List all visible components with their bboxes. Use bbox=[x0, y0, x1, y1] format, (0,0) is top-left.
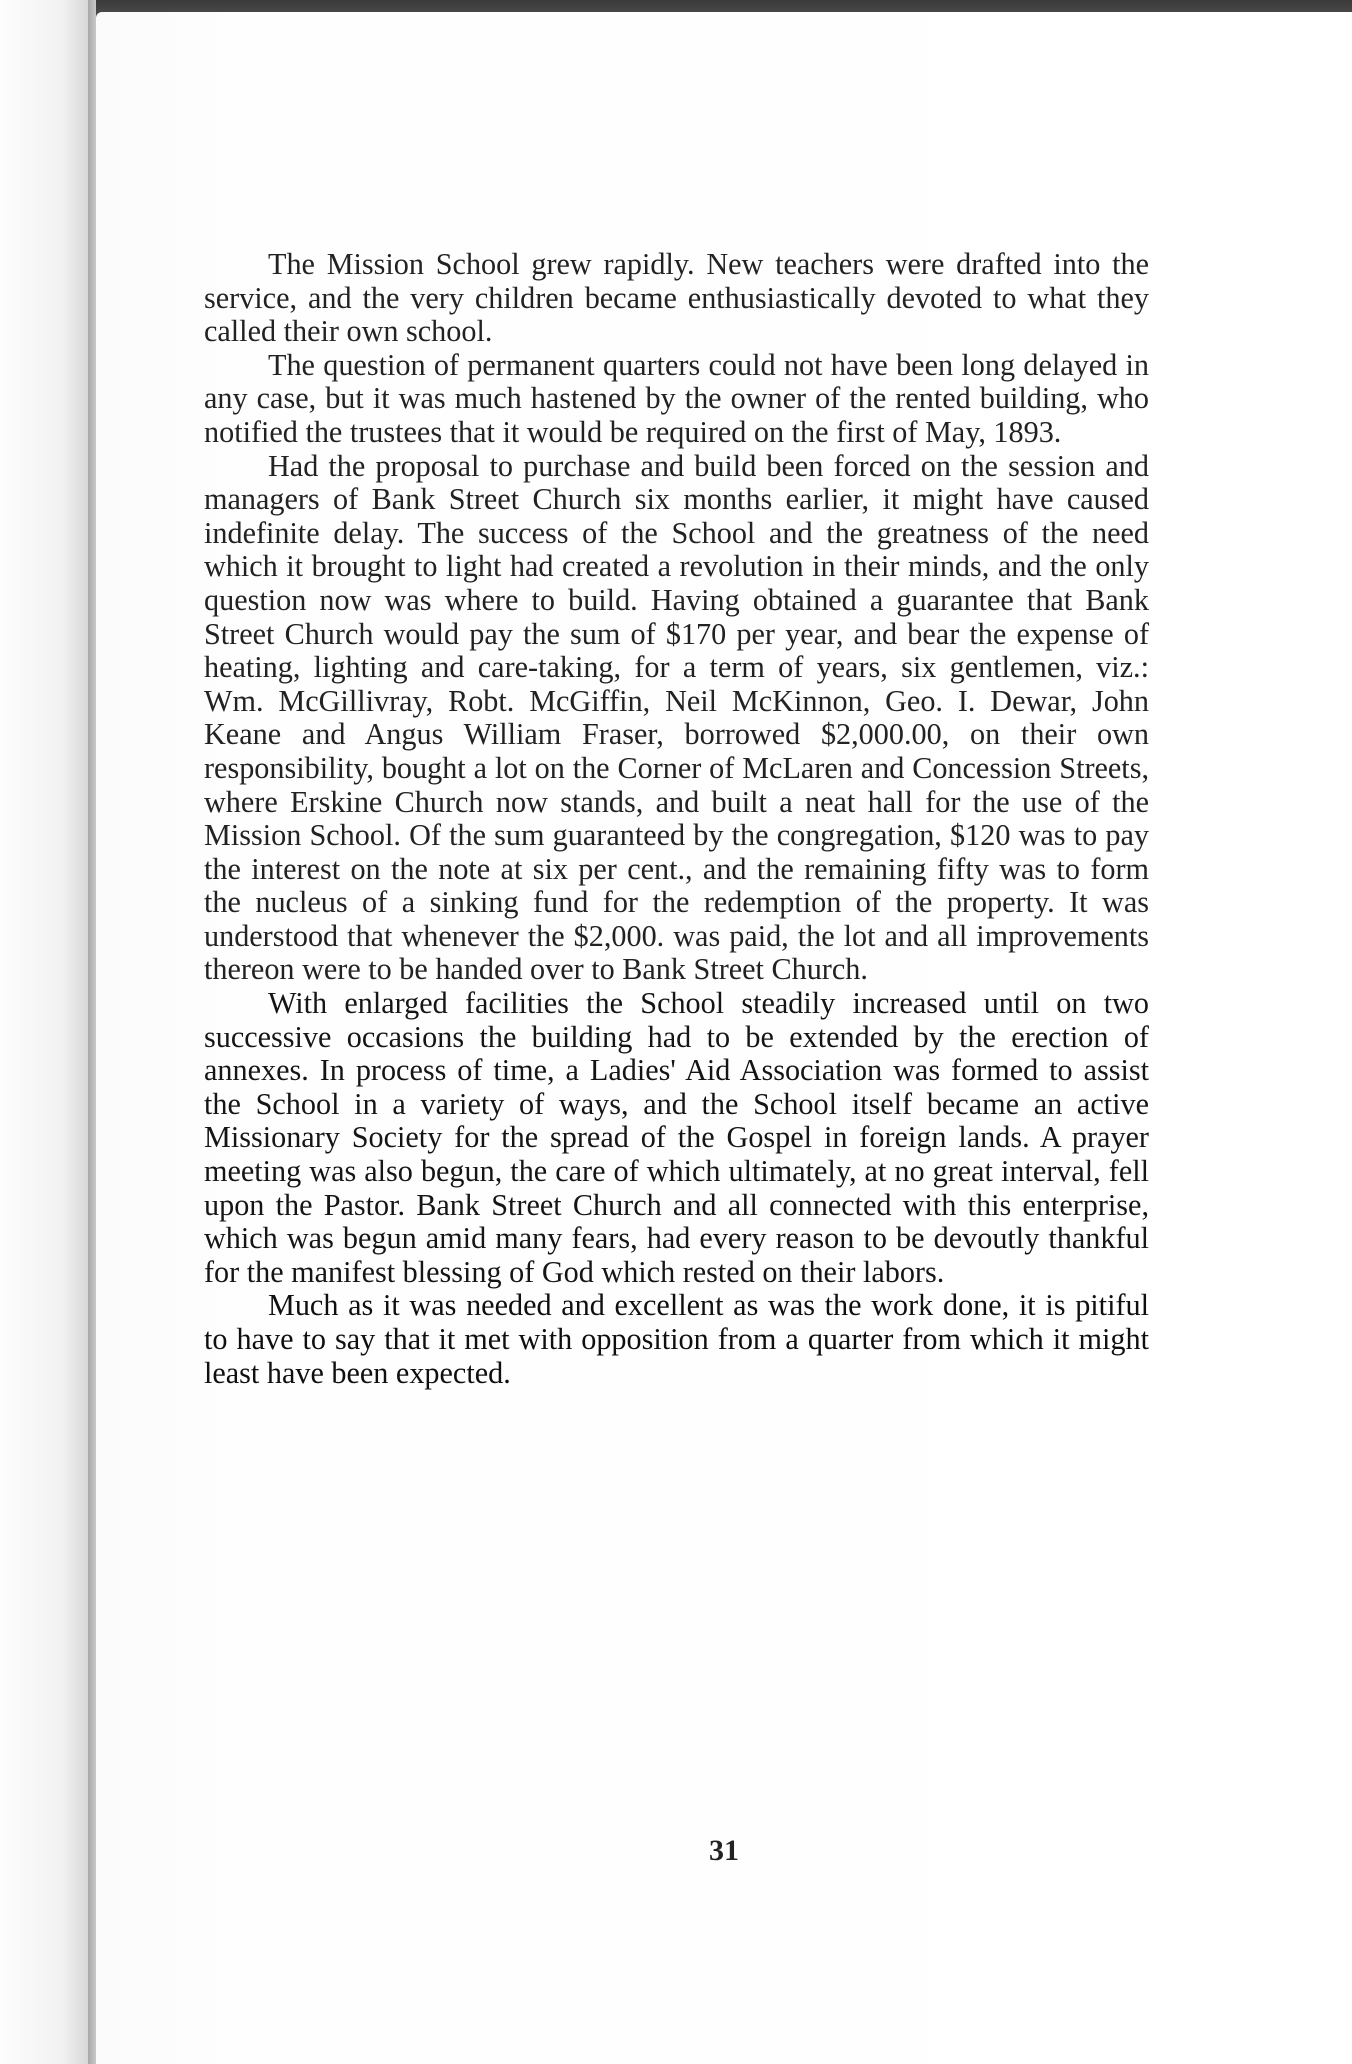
page-number: 31 bbox=[709, 1834, 739, 1867]
body-text bbox=[204, 248, 1149, 1390]
paragraph-3: Had the proposal to purchase and build been forced on the session and managers of Bank Street Church six months earlier, it might have caused indefinite delay. The success of the School and the greatness of the need which it brought to light had created a revolution in their minds, and the only question now was where to build. Having obtained a guarantee that Bank Street Church would pay the sum of $170 per year, and bear the expense of heating, lighting and care-taking, for a term of years, six gentlemen, viz.: Wm. McGillivray, Robt. McGiffin, Neil McKinnon, Geo. I. Dewar, John Keane and Angus William Fraser, borrowed $2,000.00, on their own responsibility, bought a lot on the Corner of McLaren and Concession Streets, where Erskine Church now stands, and built a neat hall for the use of the Mission School. Of the sum guaranteed by the congregation, $120 was to pay the interest on the note at six per cent., and the remaining fifty was to form the nucleus of a sinking fund for the redemption of the property. It was understood that whenever the $2,000. was paid, the lot and all improvements thereon were to be handed over to Bank Street Church. bbox=[204, 448, 1149, 987]
paragraph-2: The question of permanent quarters could not have been long delayed in any case, but it was much hastened by the owner of the rented building, who notified the trustees that it would be required on the first of May, 1893. bbox=[204, 347, 1149, 449]
paragraph-1: The Mission School grew rapidly. New teachers were drafted into the service, and the very children became enthusiastically devoted to what they called their own school. bbox=[204, 247, 1149, 349]
paragraph-4: With enlarged facilities the School steadily increased until on two successive occasions the building had to be extended by the erection of annexes. In process of time, a Ladies' Aid Association was formed to assist the School in a variety of ways, and the School itself became an active Missionary Society for the spread of the Gospel in foreign lands. A prayer meeting was also begun, the care of which ultimately, at no great interval, fell upon the Pastor. Bank Street Church and all connected with this enterprise, which was begun amid many fears, had every reason to be devoutly thankful for the manifest blessing of God which rested on their labors. bbox=[204, 986, 1149, 1289]
facing-page-edge bbox=[0, 0, 88, 2064]
book-gutter bbox=[88, 0, 96, 2064]
book-page bbox=[96, 12, 1352, 2064]
paragraph-5: Much as it was needed and excellent as was the work done, it is pitiful to have to say that it met with opposition from a quarter from which it might least have been expected. bbox=[204, 1288, 1149, 1390]
